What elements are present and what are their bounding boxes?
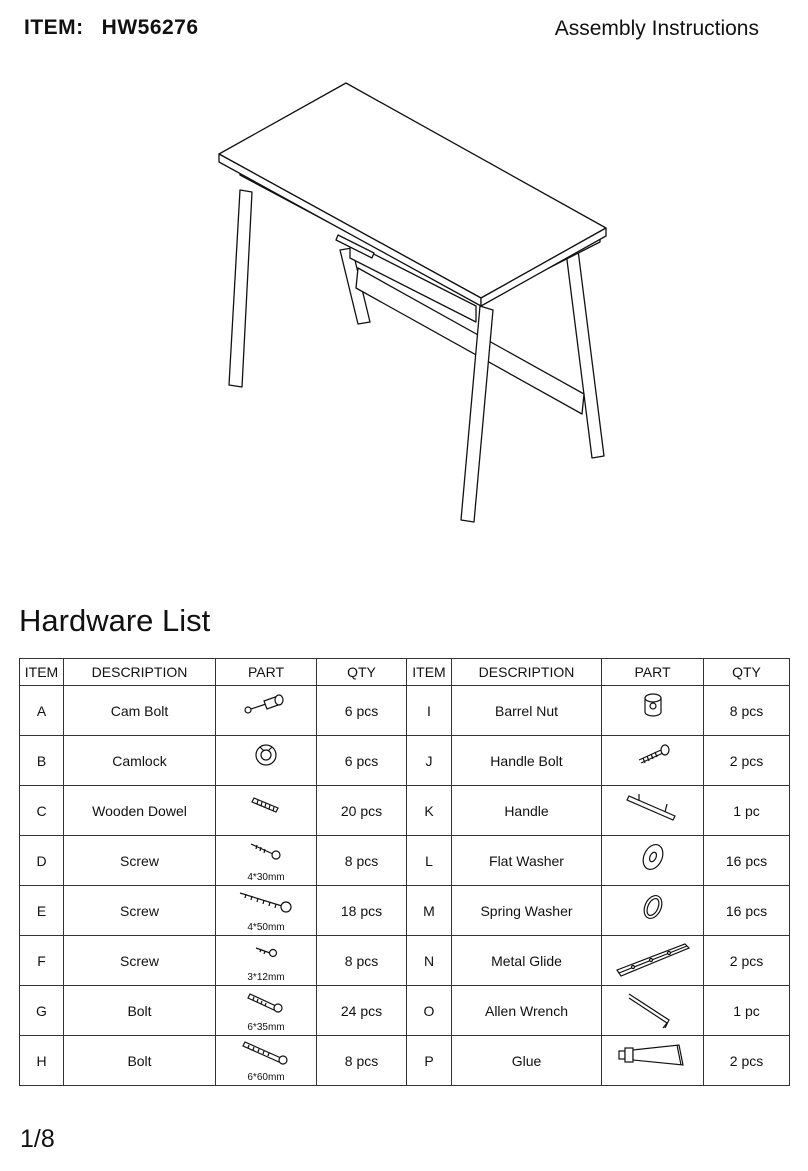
item-description: Cam Bolt	[64, 686, 216, 736]
metal-glide-icon	[613, 940, 693, 980]
column-header: ITEM	[20, 659, 64, 686]
screw-icon	[252, 940, 280, 960]
table-header-row	[20, 659, 790, 686]
table-row	[20, 736, 790, 786]
item-letter: D	[20, 836, 64, 886]
part-size: 6*60mm	[247, 1072, 285, 1083]
item-letter: O	[407, 986, 452, 1036]
item-description: Bolt	[64, 986, 216, 1036]
item-qty: 20 pcs	[317, 786, 407, 836]
column-header: DESCRIPTION	[452, 659, 602, 686]
column-header: QTY	[704, 659, 790, 686]
item-description: Barrel Nut	[452, 686, 602, 736]
hardware-table	[19, 658, 790, 1086]
item-qty: 6 pcs	[317, 686, 407, 736]
item-letter: G	[20, 986, 64, 1036]
hardware-list-title: Hardware List	[19, 603, 211, 638]
item-letter: N	[407, 936, 452, 986]
item-letter: C	[20, 786, 64, 836]
column-header: QTY	[317, 659, 407, 686]
item-qty: 1 pc	[704, 986, 790, 1036]
wooden-dowel-icon	[248, 790, 284, 814]
item-description: Wooden Dowel	[64, 786, 216, 836]
flat-washer-icon	[638, 840, 668, 874]
item-description: Camlock	[64, 736, 216, 786]
desk-line-drawing	[200, 70, 620, 540]
item-letter: I	[407, 686, 452, 736]
item-letter: K	[407, 786, 452, 836]
camlock-icon	[251, 740, 281, 770]
table-row	[20, 686, 790, 736]
item-qty: 6 pcs	[317, 736, 407, 786]
item-letter: L	[407, 836, 452, 886]
item-description: Handle	[452, 786, 602, 836]
item-letter: H	[20, 1036, 64, 1086]
table-row	[20, 836, 790, 886]
item-letter: A	[20, 686, 64, 736]
screw-icon	[238, 890, 294, 916]
bolt-icon	[241, 1040, 291, 1068]
item-qty: 16 pcs	[704, 836, 790, 886]
bolt-icon	[246, 990, 286, 1016]
item-qty: 2 pcs	[704, 1036, 790, 1086]
item-qty: 8 pcs	[317, 1036, 407, 1086]
item-description: Handle Bolt	[452, 736, 602, 786]
item-qty: 8 pcs	[317, 936, 407, 986]
item-number	[24, 16, 199, 40]
glue-tube-icon	[617, 1040, 689, 1070]
table-row	[20, 936, 790, 986]
item-qty: 8 pcs	[704, 686, 790, 736]
barrel-nut-icon	[641, 690, 665, 720]
spring-washer-icon	[638, 890, 668, 924]
item-label: ITEM:	[24, 16, 84, 39]
table-row	[20, 786, 790, 836]
item-qty: 2 pcs	[704, 736, 790, 786]
item-letter: J	[407, 736, 452, 786]
item-description: Glue	[452, 1036, 602, 1086]
item-description: Metal Glide	[452, 936, 602, 986]
document-title: Assembly Instructions	[554, 17, 759, 40]
cam-bolt-icon	[244, 690, 288, 718]
column-header: PART	[216, 659, 317, 686]
handle-bolt-icon	[633, 740, 673, 766]
item-code: HW56276	[101, 16, 199, 39]
item-qty: 8 pcs	[317, 836, 407, 886]
item-letter: M	[407, 886, 452, 936]
part-size: 6*35mm	[247, 1022, 285, 1033]
item-letter: F	[20, 936, 64, 986]
item-description: Spring Washer	[452, 886, 602, 936]
page-number: 1/8	[20, 1125, 55, 1153]
part-size: 3*12mm	[247, 972, 285, 983]
handle-icon	[625, 790, 681, 826]
table-row	[20, 886, 790, 936]
table-row	[20, 1036, 790, 1086]
column-header: ITEM	[407, 659, 452, 686]
item-letter: P	[407, 1036, 452, 1086]
item-description: Allen Wrench	[452, 986, 602, 1036]
item-qty: 2 pcs	[704, 936, 790, 986]
item-qty: 18 pcs	[317, 886, 407, 936]
allen-wrench-icon	[625, 990, 681, 1030]
item-description: Bolt	[64, 1036, 216, 1086]
column-header: PART	[602, 659, 704, 686]
part-size: 4*30mm	[247, 872, 285, 883]
screw-icon	[249, 840, 283, 862]
column-header: DESCRIPTION	[64, 659, 216, 686]
item-description: Screw	[64, 836, 216, 886]
item-description: Screw	[64, 936, 216, 986]
item-description: Screw	[64, 886, 216, 936]
item-letter: B	[20, 736, 64, 786]
part-size: 4*50mm	[247, 922, 285, 933]
item-qty: 16 pcs	[704, 886, 790, 936]
item-qty: 1 pc	[704, 786, 790, 836]
item-letter: E	[20, 886, 64, 936]
item-description: Flat Washer	[452, 836, 602, 886]
item-qty: 24 pcs	[317, 986, 407, 1036]
table-row	[20, 986, 790, 1036]
